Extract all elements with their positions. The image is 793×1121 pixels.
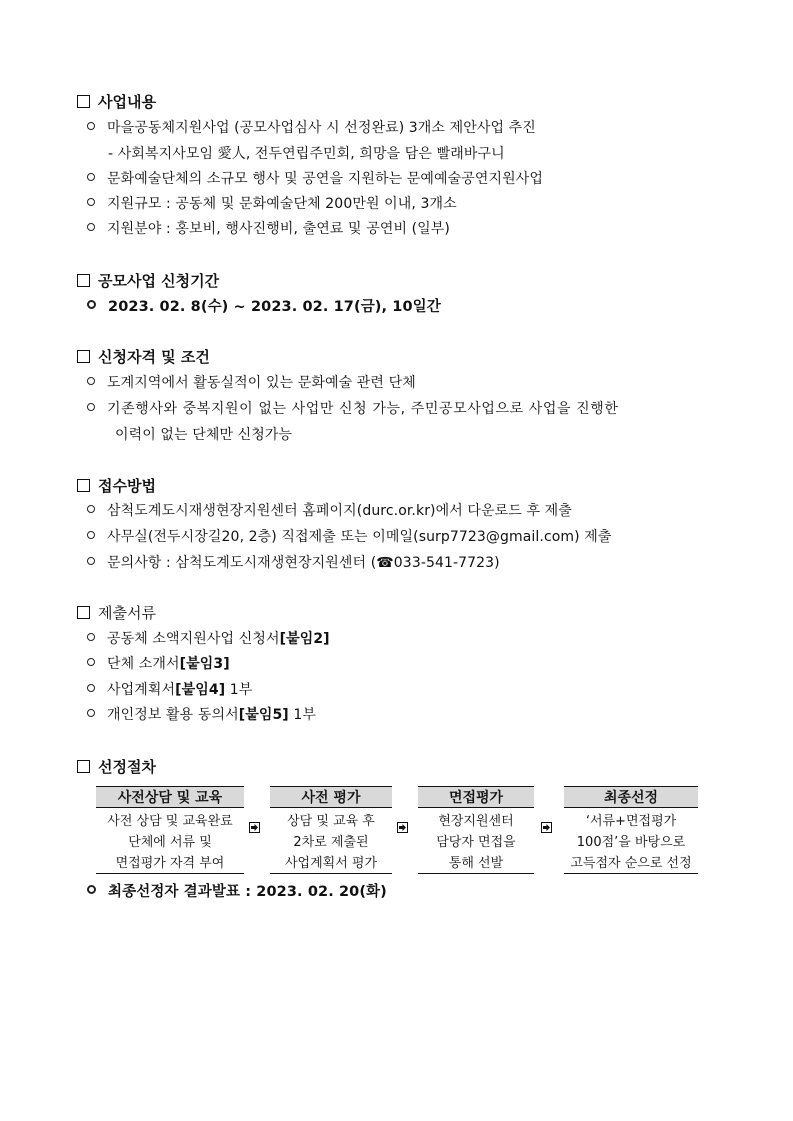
list-item-text: 이력이 없는 단체만 신청가능 bbox=[115, 427, 293, 443]
section-title-text: 선정절차 bbox=[98, 758, 156, 776]
list-item-text: - 사회복지사모임 愛人, 전두연립주민회, 희망을 담은 빨래바구니 bbox=[108, 146, 505, 162]
section-title-qualification bbox=[77, 348, 210, 366]
list-item-text: 최종선정자 결과발표 : 2023. 02. 20(화) bbox=[108, 884, 387, 900]
list-item-text: 기존행사와 중복지원이 없는 사업만 신청 가능, 주민공모사업으로 사업을 진행한 bbox=[107, 401, 619, 417]
list-item-text: 문의사항 : 삼척도계도시재생현장지원센터 (☎033-541-7723) bbox=[107, 555, 500, 571]
list-item bbox=[87, 220, 450, 238]
list-item-text: 사업계획서 bbox=[107, 682, 176, 698]
description-line: 사업계획서 평가 bbox=[284, 856, 378, 871]
list-item-text: 삼척도계도시재생현장지원센터 홈페이지(durc.or.kr)에서 다운로드 후 제출 bbox=[107, 503, 572, 519]
checkbox-icon bbox=[77, 95, 90, 108]
process-step-description bbox=[418, 808, 534, 874]
arrow-right-icon bbox=[249, 822, 260, 833]
arrow-right-icon bbox=[541, 822, 552, 833]
circle-bullet-icon bbox=[87, 173, 95, 181]
process-step-title: 면접평가 bbox=[418, 786, 534, 808]
section-title-period bbox=[77, 272, 219, 290]
circle-bullet-icon bbox=[87, 223, 95, 231]
description-line: 사전 상담 및 교육완료 bbox=[107, 814, 233, 829]
circle-bullet-icon bbox=[87, 709, 95, 717]
list-item-text: 지원규모 : 공동체 및 문화예술단체 200만원 이내, 3개소 bbox=[107, 196, 457, 212]
circle-bullet-icon bbox=[87, 557, 95, 565]
circle-bullet-icon bbox=[87, 633, 95, 641]
description-line: 2차로 제출된 bbox=[293, 835, 369, 850]
circle-bullet-icon bbox=[87, 377, 95, 385]
process-step-description bbox=[96, 808, 244, 874]
process-step bbox=[418, 786, 534, 874]
process-step-title: 사전상담 및 교육 bbox=[96, 786, 244, 808]
list-item bbox=[87, 119, 536, 137]
description-line: ‘서류+면접평가 bbox=[585, 814, 677, 829]
list-item bbox=[87, 655, 230, 673]
circle-bullet-icon bbox=[87, 885, 96, 894]
section-title-business bbox=[77, 93, 156, 111]
list-item-text: 도계지역에서 활동실적이 있는 문화예술 관련 단체 bbox=[107, 375, 416, 391]
process-step-title: 사전 평가 bbox=[270, 786, 392, 808]
description-line: 통해 선발 bbox=[448, 856, 504, 871]
attachment-tag: [붙임2] bbox=[279, 631, 330, 647]
list-item-text: 사무실(전두시장길20, 2층) 직접제출 또는 이메일(surp7723@gmail.com) 제출 bbox=[107, 529, 612, 545]
checkbox-icon bbox=[77, 479, 90, 492]
description-line: 단체에 서류 및 bbox=[128, 835, 212, 850]
description-line: 고득점자 순으로 선정 bbox=[570, 856, 692, 871]
circle-bullet-icon bbox=[87, 122, 95, 130]
list-item-text: 마을공동체지원사업 (공모사업심사 시 선정완료) 3개소 제안사업 추진 bbox=[107, 120, 536, 136]
list-item bbox=[87, 298, 441, 316]
circle-bullet-icon bbox=[87, 658, 95, 666]
section-title-text: 공모사업 신청기간 bbox=[98, 272, 220, 290]
checkbox-icon bbox=[77, 606, 90, 619]
circle-bullet-icon bbox=[87, 198, 95, 206]
section-title-documents bbox=[77, 604, 156, 622]
description-line: 현장지원센터 bbox=[438, 814, 514, 829]
list-item-suffix: 1부 bbox=[288, 707, 316, 723]
list-item bbox=[87, 681, 252, 699]
list-item-text: 2023. 02. 8(수) ~ 2023. 02. 17(금), 10일간 bbox=[108, 299, 441, 315]
list-item bbox=[87, 400, 619, 418]
attachment-tag: [붙임5] bbox=[238, 707, 289, 723]
checkbox-icon bbox=[77, 760, 90, 773]
list-item bbox=[87, 170, 543, 188]
list-item-text: 문화예술단체의 소규모 행사 및 공연을 지원하는 문예예술공연지원사업 bbox=[107, 171, 544, 187]
attachment-tag: [붙임4] bbox=[175, 682, 226, 698]
circle-bullet-icon bbox=[87, 505, 95, 513]
list-item bbox=[87, 554, 500, 572]
list-item bbox=[87, 374, 416, 392]
process-step bbox=[96, 786, 244, 874]
section-title-selection bbox=[77, 758, 156, 776]
list-item-suffix: 1부 bbox=[225, 682, 253, 698]
section-title-text: 접수방법 bbox=[98, 477, 156, 495]
description-line: 상담 및 교육 후 bbox=[287, 814, 375, 829]
checkbox-icon bbox=[77, 274, 90, 287]
section-title-text: 사업내용 bbox=[98, 93, 156, 111]
attachment-tag: [붙임3] bbox=[179, 656, 230, 672]
process-step bbox=[270, 786, 392, 874]
circle-bullet-icon bbox=[87, 531, 95, 539]
description-line: 면접평가 자격 부여 bbox=[115, 856, 225, 871]
process-step-description bbox=[564, 808, 698, 874]
description-line: 담당자 면접을 bbox=[436, 835, 516, 850]
selection-process-flow bbox=[96, 786, 700, 876]
process-step bbox=[564, 786, 698, 874]
list-item bbox=[87, 883, 387, 901]
list-item bbox=[87, 706, 316, 724]
process-step-title: 최종선정 bbox=[564, 786, 698, 808]
list-item bbox=[87, 502, 572, 520]
arrow-right-icon bbox=[397, 822, 408, 833]
description-line: 100점’을 바탕으로 bbox=[576, 835, 686, 850]
list-item-text: 단체 소개서 bbox=[107, 656, 180, 672]
checkbox-icon bbox=[77, 350, 90, 363]
section-title-text: 신청자격 및 조건 bbox=[98, 348, 210, 366]
circle-bullet-icon bbox=[87, 403, 95, 411]
list-item-text: 공동체 소액지원사업 신청서 bbox=[107, 631, 280, 647]
list-item-text: 지원분야 : 홍보비, 행사진행비, 출연료 및 공연비 (일부) bbox=[107, 221, 450, 237]
circle-bullet-icon bbox=[87, 684, 95, 692]
list-item bbox=[115, 426, 292, 444]
list-item bbox=[108, 145, 505, 163]
list-item bbox=[87, 528, 612, 546]
list-item bbox=[87, 195, 457, 213]
process-step-description bbox=[270, 808, 392, 874]
section-title-submission bbox=[77, 477, 156, 495]
list-item-text: 개인정보 활용 동의서 bbox=[107, 707, 239, 723]
list-item bbox=[87, 630, 330, 648]
section-title-text: 제출서류 bbox=[98, 604, 156, 622]
circle-bullet-icon bbox=[87, 300, 96, 309]
